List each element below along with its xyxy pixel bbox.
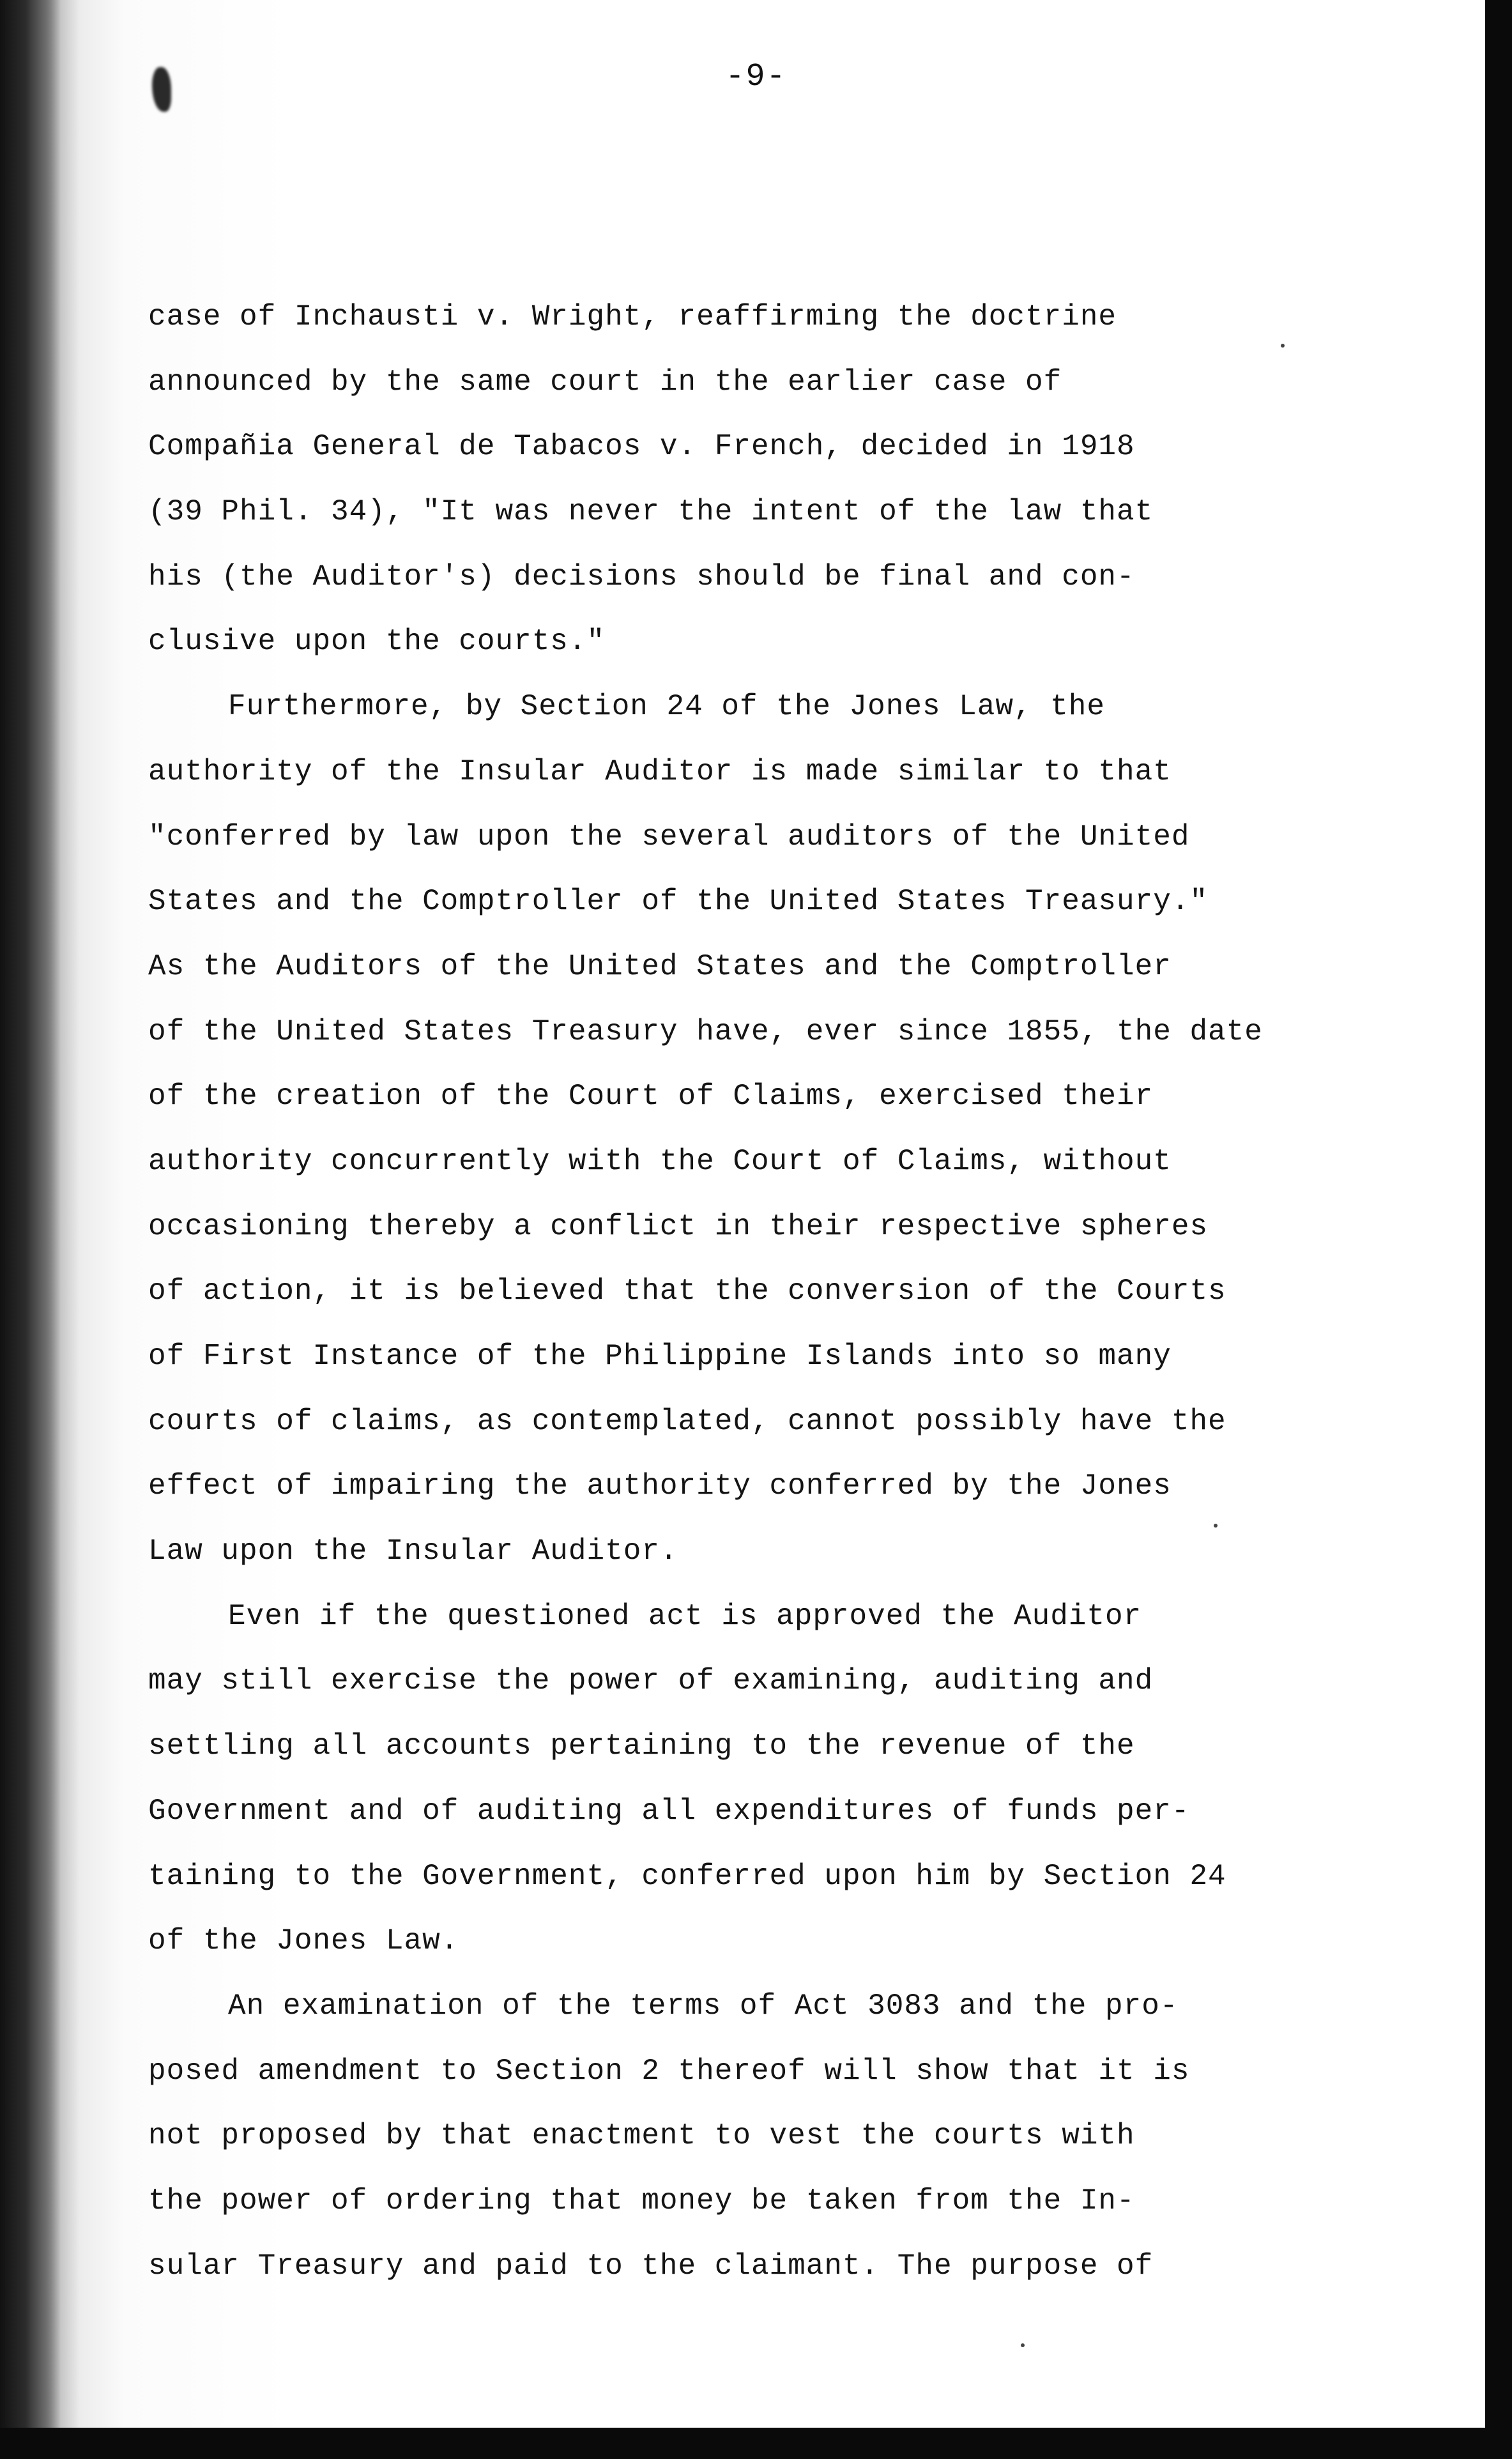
text-line: As the Auditors of the United States and the Comptroller	[148, 949, 1172, 983]
text-line: posed amendment to Section 2 thereof will show that it is	[148, 2054, 1190, 2088]
text-line: sular Treasury and paid to the claimant. The purpose of	[148, 2249, 1154, 2283]
text-line: (39 Phil. 34), "It was never the intent of the law that	[148, 495, 1154, 529]
text-line: Law upon the Insular Auditor.	[148, 1535, 678, 1568]
scan-border-bottom	[0, 2428, 1512, 2459]
ink-speck	[1021, 2343, 1025, 2347]
text-line: his (the Auditor's) decisions should be final and con-	[148, 560, 1135, 594]
text-line: authority concurrently with the Court of Claims, without	[148, 1144, 1172, 1178]
text-line: occasioning thereby a conflict in their respective spheres	[148, 1209, 1209, 1243]
text-line: taining to the Government, conferred upon him by Section 24	[148, 1859, 1226, 1893]
scan-border-right	[1485, 0, 1512, 2459]
text-line: of action, it is believed that the conversion of the Courts	[148, 1275, 1226, 1308]
text-line: clusive upon the courts."	[148, 625, 606, 659]
text-line: announced by the same court in the earlier case of	[148, 365, 1062, 399]
text-line: the power of ordering that money be taken from the In-	[148, 2184, 1135, 2218]
paragraph-start-line: Furthermore, by Section 24 of the Jones Law, the	[228, 690, 1106, 724]
text-line: States and the Comptroller of the United States Treasury."	[148, 885, 1209, 919]
text-line: settling all accounts pertaining to the revenue of the	[148, 1729, 1135, 1763]
text-line: of the Jones Law.	[148, 1924, 459, 1958]
text-line: case of Inchausti v. Wright, reaffirming the doctrine	[148, 300, 1117, 333]
text-line: not proposed by that enactment to vest the courts with	[148, 2119, 1135, 2153]
text-line: courts of claims, as contemplated, cannot possibly have the	[148, 1404, 1226, 1438]
text-line: of the United States Treasury have, ever since 1855, the date	[148, 1015, 1263, 1048]
text-line: of First Instance of the Philippine Islands into so many	[148, 1340, 1172, 1373]
text-line: authority of the Insular Auditor is made similar to that	[148, 755, 1172, 788]
page-number: -9-	[725, 59, 787, 95]
paragraph-start-line: Even if the questioned act is approved the Auditor	[228, 1599, 1142, 1633]
paragraph-start-line: An examination of the terms of Act 3083 and the pro-	[228, 1989, 1179, 2023]
text-line: Government and of auditing all expenditures of funds per-	[148, 1794, 1190, 1828]
text-line: Compañia General de Tabacos v. French, decided in 1918	[148, 430, 1135, 464]
text-line: may still exercise the power of examining, auditing and	[148, 1664, 1154, 1698]
text-line: of the creation of the Court of Claims, exercised their	[148, 1080, 1154, 1114]
document-body	[148, 285, 1362, 2299]
page-binding-shadow	[0, 0, 61, 2459]
text-line: effect of impairing the authority conferred by the Jones	[148, 1469, 1172, 1503]
text-line: "conferred by law upon the several auditors of the United	[148, 820, 1190, 854]
